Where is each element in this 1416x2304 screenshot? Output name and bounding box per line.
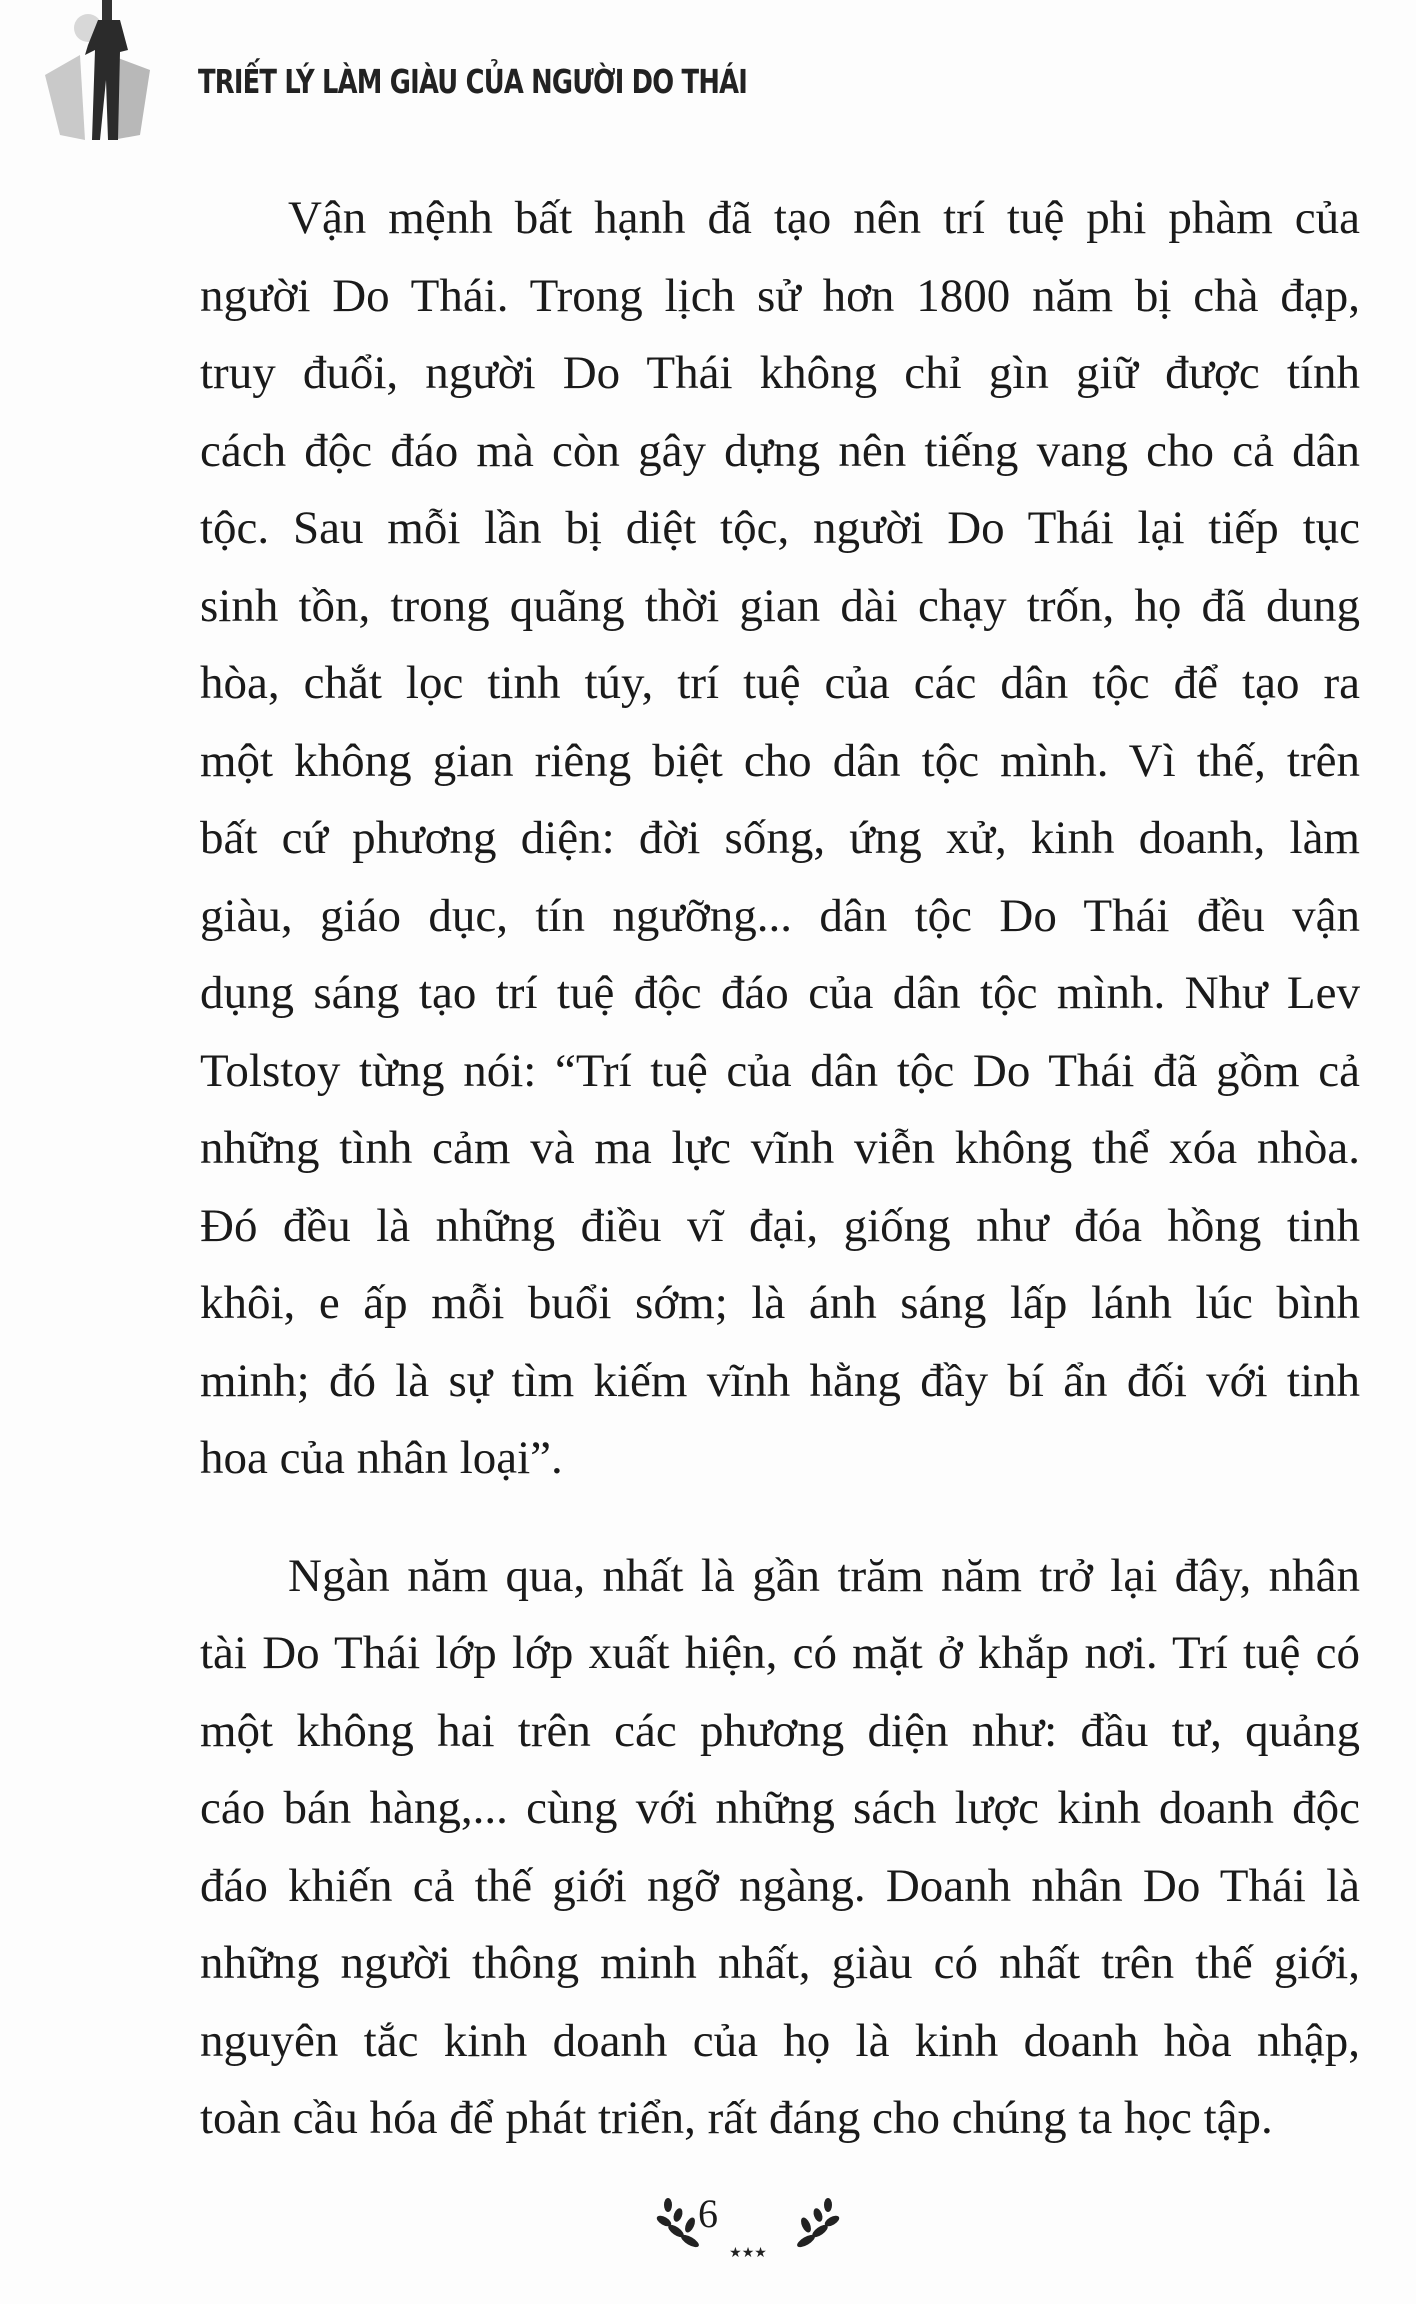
laurel-stars-icon	[648, 2195, 848, 2275]
text-line: những tình cảm và ma lực vĩnh viễn không thể xóa nhòa.	[200, 1122, 1360, 1174]
text-line: nguyên tắc kinh doanh của họ là kinh doanh hòa nhập,	[200, 2014, 1360, 2067]
text-line: cáo bán hàng,... cùng với những sách lược kinh doanh độc	[200, 1782, 1360, 1834]
text-line: toàn cầu hóa để phát triển, rất đáng cho chúng ta học tập.	[200, 2092, 1273, 2144]
text-line: Ngàn năm qua, nhất là gần trăm năm trở lại đây, nhân	[288, 1549, 1360, 1602]
svg-text:★★★: ★★★	[729, 2245, 767, 2261]
text-line: đáo khiến cả thế giới ngỡ ngàng. Doanh nhân Do Thái là	[200, 1859, 1360, 1912]
text-line: dụng sáng tạo trí tuệ độc đáo của dân tộc mình. Như Lev	[200, 967, 1360, 1019]
text-line: hòa, chắt lọc tinh túy, trí tuệ của các dân tộc để tạo ra	[200, 657, 1360, 709]
businessman-logo-icon	[40, 0, 165, 150]
text-line: tài Do Thái lớp lớp xuất hiện, có mặt ở khắp nơi. Trí tuệ có	[200, 1627, 1360, 1679]
paragraph-1	[200, 180, 1360, 1498]
text-line: cách độc đáo mà còn gây dựng nên tiếng vang cho cả dân	[200, 424, 1360, 477]
page-number: 6	[698, 2191, 718, 2236]
body-text	[200, 180, 1360, 2158]
text-line: khôi, e ấp mỗi buổi sớm; là ánh sáng lấp lánh lúc bình	[200, 1277, 1360, 1329]
text-line: truy đuổi, người Do Thái không chỉ gìn giữ được tính	[200, 347, 1360, 399]
text-line: tộc. Sau mỗi lần bị diệt tộc, người Do Thái lại tiếp tục	[200, 502, 1360, 554]
text-line: một không hai trên các phương diện như: đầu tư, quảng	[200, 1704, 1360, 1757]
text-line: bất cứ phương diện: đời sống, ứng xử, kinh doanh, làm	[200, 812, 1360, 864]
running-header-title: TRIẾT LÝ LÀM GIÀU CỦA NGƯỜI DO THÁI	[198, 62, 748, 101]
text-line: Vận mệnh bất hạnh đã tạo nên trí tuệ phi phàm của	[288, 192, 1360, 244]
text-line: Đó đều là những điều vĩ đại, giống như đóa hồng tinh	[200, 1199, 1360, 1252]
text-line: người Do Thái. Trong lịch sử hơn 1800 năm bị chà đạp,	[200, 269, 1360, 322]
text-line: giàu, giáo dục, tín ngưỡng... dân tộc Do Thái đều vận	[200, 889, 1360, 942]
text-line: một không gian riêng biệt cho dân tộc mình. Vì thế, trên	[200, 734, 1360, 787]
text-line: sinh tồn, trong quãng thời gian dài chạy trốn, họ đã dung	[200, 579, 1360, 632]
text-line: những người thông minh nhất, giàu có nhất trên thế giới,	[200, 1937, 1360, 1989]
text-line: hoa của nhân loại”.	[200, 1432, 563, 1484]
text-line: Tolstoy từng nói: “Trí tuệ của dân tộc Do Thái đã gồm cả	[200, 1044, 1360, 1097]
text-line: minh; đó là sự tìm kiếm vĩnh hằng đầy bí ẩn đối với tinh	[200, 1354, 1360, 1407]
paragraph-2	[200, 1538, 1360, 2158]
